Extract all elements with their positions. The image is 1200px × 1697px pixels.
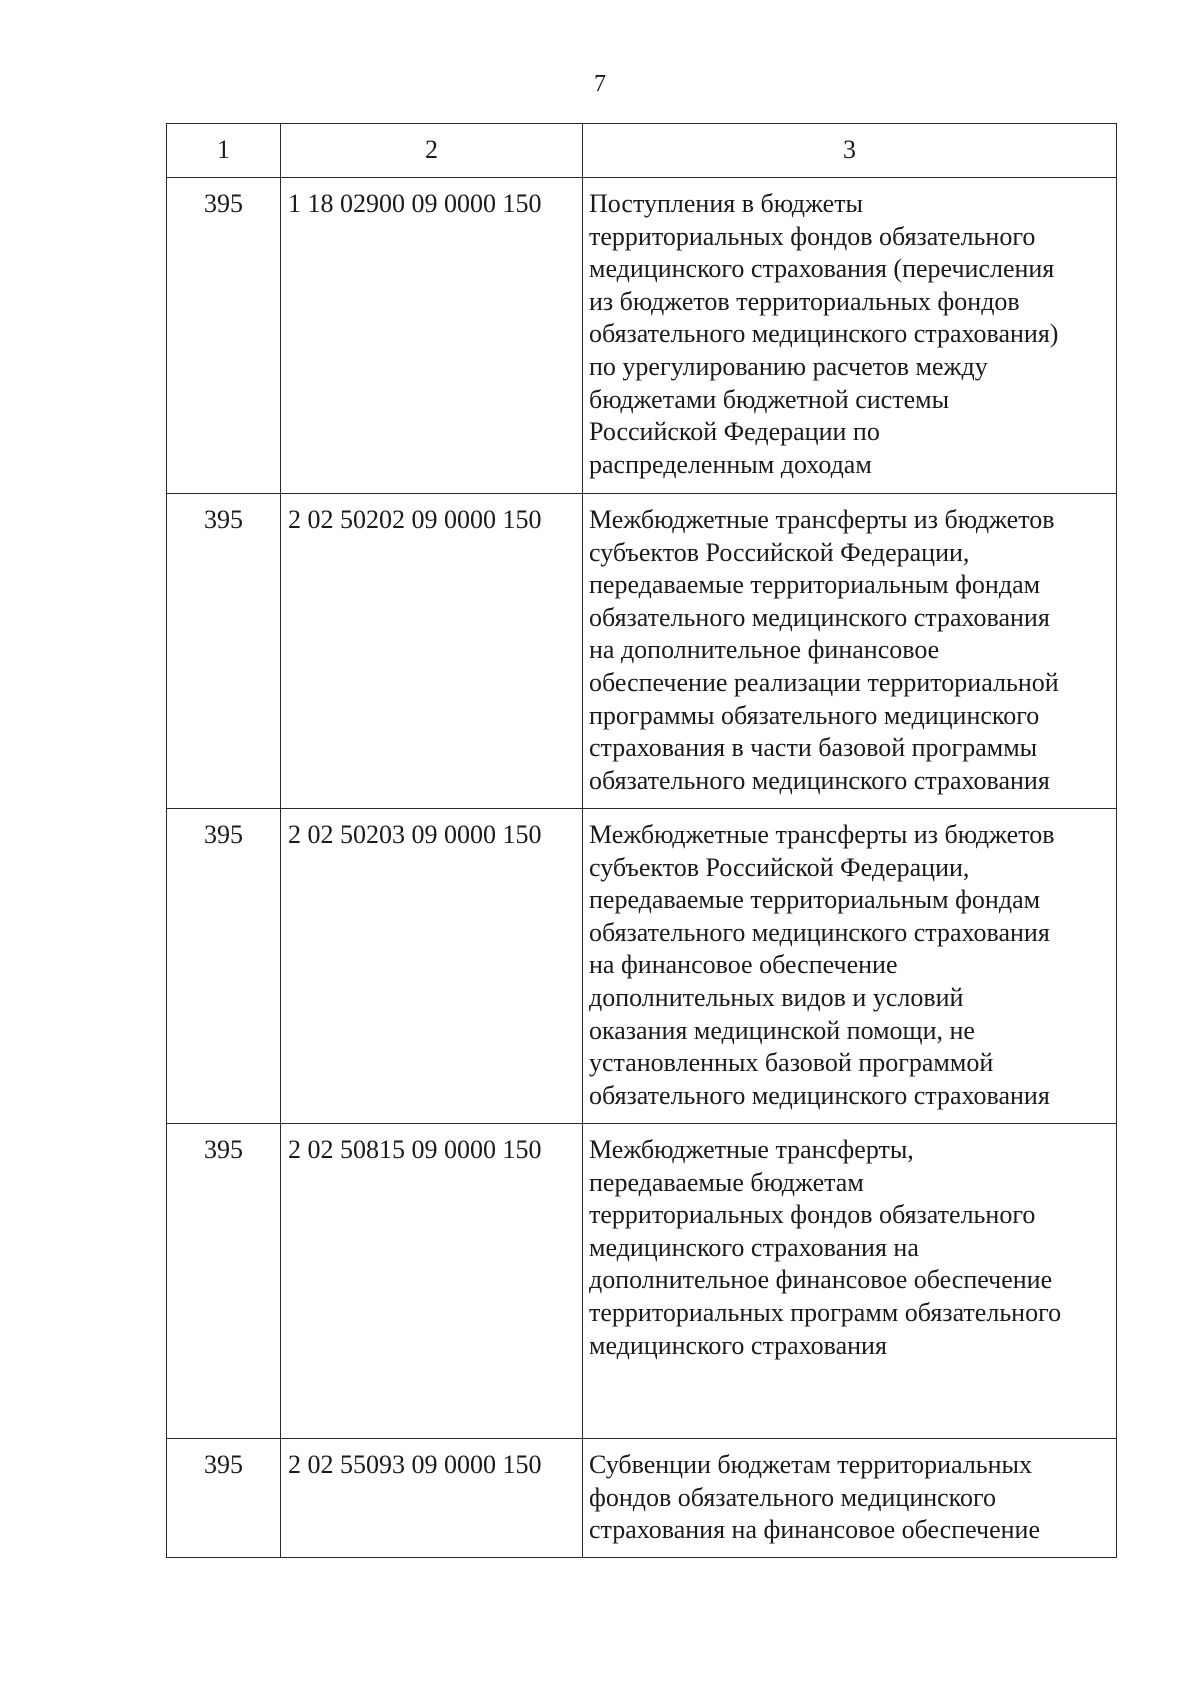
revenue-name-cell bbox=[583, 809, 1117, 1124]
kbk-code: 2 02 50202 09 0000 150 bbox=[288, 505, 542, 534]
admin-code: 395 bbox=[204, 1135, 243, 1164]
table-row bbox=[167, 1439, 1117, 1558]
admin-code-cell bbox=[167, 1124, 281, 1439]
kbk-code-cell bbox=[281, 1439, 583, 1558]
admin-code-cell bbox=[167, 1439, 281, 1558]
admin-code-cell bbox=[167, 494, 281, 809]
page-number: 7 bbox=[594, 71, 606, 97]
header-col-2: 2 bbox=[281, 124, 583, 178]
admin-code: 395 bbox=[204, 189, 243, 218]
header-col-1: 1 bbox=[167, 124, 281, 178]
table-row bbox=[167, 809, 1117, 1124]
header-row bbox=[167, 124, 1117, 178]
admin-code: 395 bbox=[204, 1450, 243, 1479]
table-row bbox=[167, 494, 1117, 809]
revenue-name: Межбюджетные трансферты из бюджетов субъектов Российской Федерации, передаваемые территориальным фондам обязательного медицинского страхования на дополнительное финансовое обеспечение реализации территориальной программы обязательного медицинского страхования в части базовой программы обязательного медицинского страхования bbox=[589, 505, 1059, 795]
revenue-classification-table bbox=[166, 123, 1117, 1558]
table-body bbox=[167, 178, 1117, 1558]
kbk-code-cell bbox=[281, 494, 583, 809]
kbk-code: 2 02 50815 09 0000 150 bbox=[288, 1135, 542, 1164]
kbk-code-cell bbox=[281, 809, 583, 1124]
revenue-name-cell bbox=[583, 494, 1117, 809]
kbk-code: 2 02 50203 09 0000 150 bbox=[288, 820, 542, 849]
admin-code: 395 bbox=[204, 820, 243, 849]
kbk-code-cell bbox=[281, 1124, 583, 1439]
revenue-name: Межбюджетные трансферты из бюджетов субъектов Российской Федерации, передаваемые территориальным фондам обязательного медицинского страхования на финансовое обеспечение дополнительных видов и условий оказания медицинской помощи, не установленных базовой программой обязательного медицинского страхования bbox=[589, 820, 1055, 1110]
revenue-name: Межбюджетные трансферты, передаваемые бюджетам территориальных фондов обязательного медицинского страхования на дополнительное финансовое обеспечение территориальных программ обязательного медицинского страхования bbox=[589, 1135, 1062, 1360]
header-col-3: 3 bbox=[583, 124, 1117, 178]
kbk-code: 2 02 55093 09 0000 150 bbox=[288, 1450, 542, 1479]
admin-code-cell bbox=[167, 178, 281, 494]
table-row bbox=[167, 178, 1117, 494]
admin-code: 395 bbox=[204, 505, 243, 534]
table-header bbox=[167, 124, 1117, 178]
revenue-name-cell bbox=[583, 1124, 1117, 1439]
admin-code-cell bbox=[167, 809, 281, 1124]
kbk-code-cell bbox=[281, 178, 583, 494]
revenue-name: Поступления в бюджеты территориальных фондов обязательного медицинского страхования (перечисления из бюджетов территориальных фондов обязательного медицинского страхования) по урегулированию расчетов между бюджетами бюджетной системы Российской Федерации по распределенным доходам bbox=[589, 189, 1059, 479]
table-row bbox=[167, 1124, 1117, 1439]
revenue-name: Субвенции бюджетам территориальных фондов обязательного медицинского страхования на финансовое обеспечение bbox=[589, 1450, 1041, 1545]
kbk-code: 1 18 02900 09 0000 150 bbox=[288, 189, 542, 218]
revenue-name-cell bbox=[583, 178, 1117, 494]
revenue-name-cell bbox=[583, 1439, 1117, 1558]
